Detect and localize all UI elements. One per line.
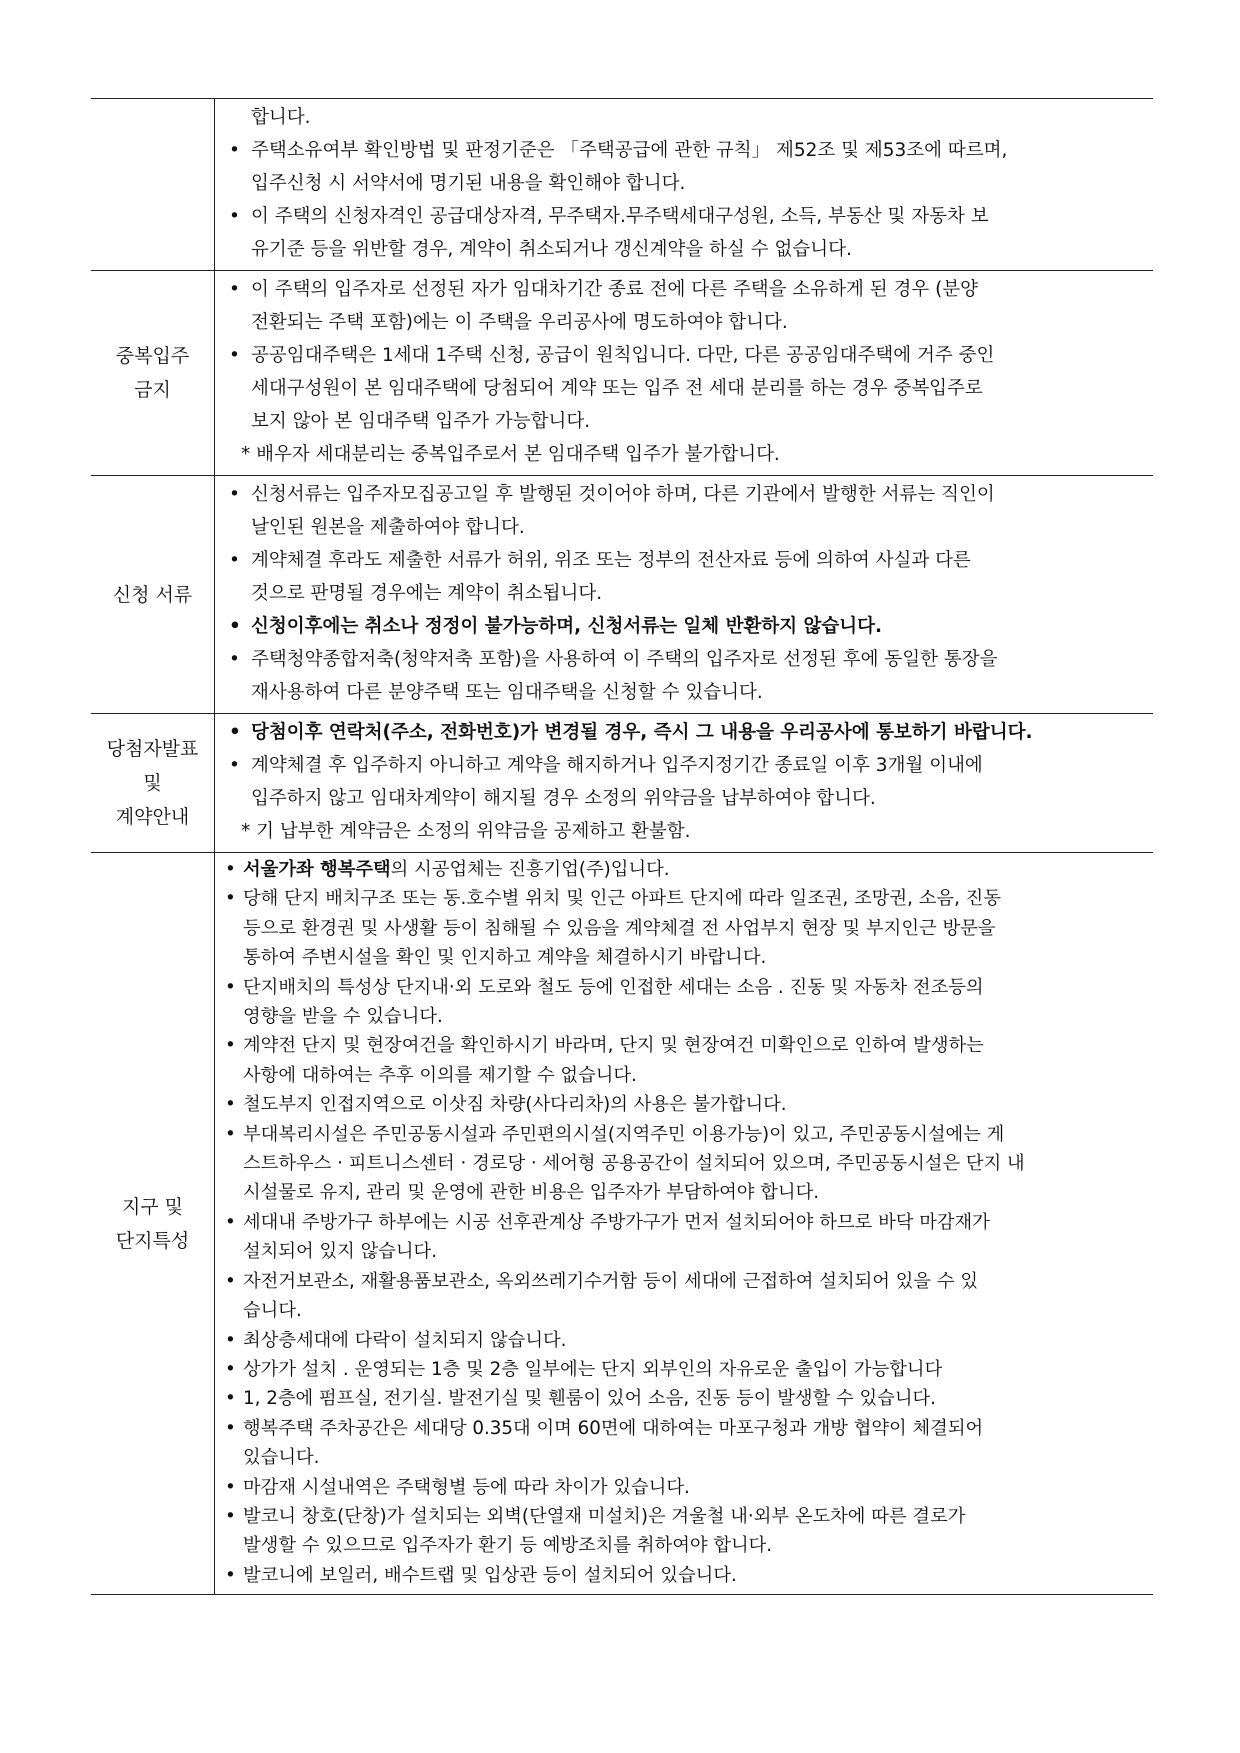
section-label-line: 및 — [143, 772, 162, 794]
bullet-item: • 자전거보관소, 재활용품보관소, 옥외쓰레기수거함 등이 세대에 근접하여 설치되어 있을 수 있 — [225, 1267, 1145, 1296]
section-label — [91, 271, 215, 476]
section-row — [91, 99, 1153, 271]
continuation-line: 스트하우스 · 피트니스센터 · 경로당 · 세어형 공용공간이 설치되어 있으며, 주민공동시설은 단지 내 — [243, 1153, 1025, 1175]
continuation-line: 전환되는 주택 포함)에는 이 주택을 우리공사에 명도하여야 합니다. — [251, 312, 788, 333]
section-label — [91, 853, 215, 1595]
continuation-line: 것으로 판명될 경우에는 계약이 취소됩니다. — [251, 583, 603, 604]
bullet-item: • 공공임대주택은 1세대 1주택 신청, 공급이 원칙입니다. 다만, 다른 공공임대주택에 거주 중인 — [225, 339, 1145, 372]
section-row — [91, 271, 1153, 476]
bullet-item: • 발코니에 보일러, 배수트랩 및 입상관 등이 설치되어 있습니다. — [225, 1561, 1145, 1590]
bullet-item: • 철도부지 인접지역으로 이삿짐 차량(사다리차)의 사용은 불가합니다. — [225, 1090, 1145, 1119]
section-label — [91, 99, 215, 271]
continuation-line: 설치되어 있지 않습니다. — [243, 1241, 438, 1263]
note-line: * 배우자 세대분리는 중복입주로서 본 임대주택 입주가 불가합니다. — [241, 444, 780, 465]
continuation-line: 등으로 환경권 및 사생활 등이 침해될 수 있음을 계약체결 전 사업부지 현장 및 부지인근 방문을 — [243, 917, 996, 939]
section-label-line: 당첨자발표 — [106, 738, 199, 760]
bullet-item: • 발코니 창호(단창)가 설치되는 외벽(단열재 미설치)은 겨울철 내·외부 온도차에 따른 결로가 — [225, 1502, 1145, 1531]
section-content — [215, 476, 1154, 714]
bullet-item: • 이 주택의 입주자로 선정된 자가 임대차기간 종료 전에 다른 주택을 소유하게 된 경우 (분양 — [225, 273, 1145, 306]
continuation-line: 영향을 받을 수 있습니다. — [243, 1006, 443, 1028]
bullet-item: • 계약체결 후 입주하지 아니하고 계약을 해지하거나 입주지정기간 종료일 이후 3개월 이내에 — [225, 749, 1145, 782]
continuation-line: 있습니다. — [243, 1447, 320, 1469]
bullet-item: • 계약전 단지 및 현장여건을 확인하시기 바라며, 단지 및 현장여건 미확인으로 인하여 발생하는 — [225, 1031, 1145, 1060]
bullet-item: • 단지배치의 특성상 단지내·외 도로와 철도 등에 인접한 세대는 소음 . 진동 및 자동차 전조등의 — [225, 973, 1145, 1002]
bullet-item: • 신청이후에는 취소나 정정이 불가능하며, 신청서류는 일체 반환하지 않습니다. — [225, 610, 1145, 643]
section-label-line: 신청 서류 — [112, 583, 193, 606]
bullet-item — [225, 855, 1145, 884]
bullet-item: • 마감재 시설내역은 주택형별 등에 따라 차이가 있습니다. — [225, 1473, 1145, 1502]
bullet-item: • 행복주택 주차공간은 세대당 0.35대 이며 60면에 대하여는 마포구청과 개방 협약이 체결되어 — [225, 1414, 1145, 1443]
continuation-line: 습니다. — [243, 1300, 302, 1322]
continuation-line: 시설물로 유지, 관리 및 운영에 관한 비용은 입주자가 부담하여야 합니다. — [243, 1182, 820, 1204]
bullet-item: • 당첨이후 연락처(주소, 전화번호)가 변경될 경우, 즉시 그 내용을 우리공사에 통보하기 바랍니다. — [225, 716, 1145, 749]
bullet-item: • 상가가 설치 . 운영되는 1층 및 2층 일부에는 단지 외부인의 자유로운 출입이 가능합니다 — [225, 1355, 1145, 1384]
bullet-item: • 신청서류는 입주자모집공고일 후 발행된 것이어야 하며, 다른 기관에서 발행한 서류는 직인이 — [225, 478, 1145, 511]
section-row — [91, 853, 1153, 1595]
continuation-line: 세대구성원이 본 임대주택에 당첨되어 계약 또는 입주 전 세대 분리를 하는 경우 중복입주로 — [251, 378, 983, 399]
bullet-item: • 세대내 주방가구 하부에는 시공 선후관계상 주방가구가 먼저 설치되어야 하므로 바닥 마감재가 — [225, 1208, 1145, 1237]
section-label-line: 계약안내 — [115, 806, 190, 828]
section-label — [91, 476, 215, 714]
bullet-text: 의 시공업체는 진흥기업(주)입니다. — [390, 859, 670, 880]
note-line: * 기 납부한 계약금은 소정의 위약금을 공제하고 환불함. — [241, 821, 691, 842]
section-label — [91, 714, 215, 853]
continuation-line: 입주신청 시 서약서에 명기된 내용을 확인해야 합니다. — [251, 173, 686, 194]
continuation-line: 유기준 등을 위반할 경우, 계약이 취소되거나 갱신계약을 하실 수 없습니다. — [251, 239, 852, 260]
continuation-line: 날인된 원본을 제출하여야 합니다. — [251, 517, 525, 538]
continuation-line: 보지 않아 본 임대주택 입주가 가능합니다. — [251, 411, 591, 432]
continuation-line: 합니다. — [251, 107, 311, 128]
continuation-line: 발생할 수 있으므로 입주자가 환기 등 예방조치를 취하여야 합니다. — [243, 1535, 773, 1557]
bullet-item: • 이 주택의 신청자격인 공급대상자격, 무주택자.무주택세대구성원, 소득, 부동산 및 자동차 보 — [225, 200, 1145, 233]
section-label-line: 금지 — [134, 379, 171, 401]
bullet-item: • 계약체결 후라도 제출한 서류가 허위, 위조 또는 정부의 전산자료 등에 의하여 사실과 다른 — [225, 544, 1145, 577]
continuation-line: 재사용하여 다른 분양주택 또는 임대주택을 신청할 수 있습니다. — [251, 682, 763, 703]
continuation-line: 통하여 주변시설을 확인 및 인지하고 계약을 체결하시기 바랍니다. — [243, 947, 767, 969]
section-content — [215, 853, 1154, 1595]
bullet-item: • 1, 2층에 펌프실, 전기실. 발전기실 및 휀룸이 있어 소음, 진동 등이 발생할 수 있습니다. — [225, 1384, 1145, 1413]
continuation-line: 사항에 대하여는 추후 이의를 제기할 수 없습니다. — [243, 1064, 637, 1086]
notice-table — [91, 98, 1153, 1595]
bullet-item: • 최상층세대에 다락이 설치되지 않습니다. — [225, 1326, 1145, 1355]
bullet-item: • 부대복리시설은 주민공동시설과 주민편의시설(지역주민 이용가능)이 있고, 주민공동시설에는 게 — [225, 1120, 1145, 1149]
section-row — [91, 714, 1153, 853]
bullet-item: • 당해 단지 배치구조 또는 동.호수별 위치 및 인근 아파트 단지에 따라 일조권, 조망권, 소음, 진동 — [225, 884, 1145, 913]
section-label-line: 단지특성 — [115, 1229, 190, 1252]
section-label-line: 지구 및 — [121, 1195, 184, 1218]
bullet-item: • 주택소유여부 확인방법 및 판정기준은 「주택공급에 관한 규칙」 제52조 및 제53조에 따르며, — [225, 134, 1145, 167]
section-content — [215, 271, 1154, 476]
bold-prefix: 서울가좌 행복주택 — [243, 859, 391, 880]
section-content — [215, 99, 1154, 271]
section-label-line: 중복입주 — [115, 345, 190, 367]
section-row — [91, 476, 1153, 714]
section-content — [215, 714, 1154, 853]
bullet-item: • 주택청약종합저축(청약저축 포함)을 사용하여 이 주택의 입주자로 선정된 후에 동일한 통장을 — [225, 643, 1145, 676]
continuation-line: 입주하지 않고 임대차계약이 해지될 경우 소정의 위약금을 납부하여야 합니다. — [251, 788, 876, 809]
